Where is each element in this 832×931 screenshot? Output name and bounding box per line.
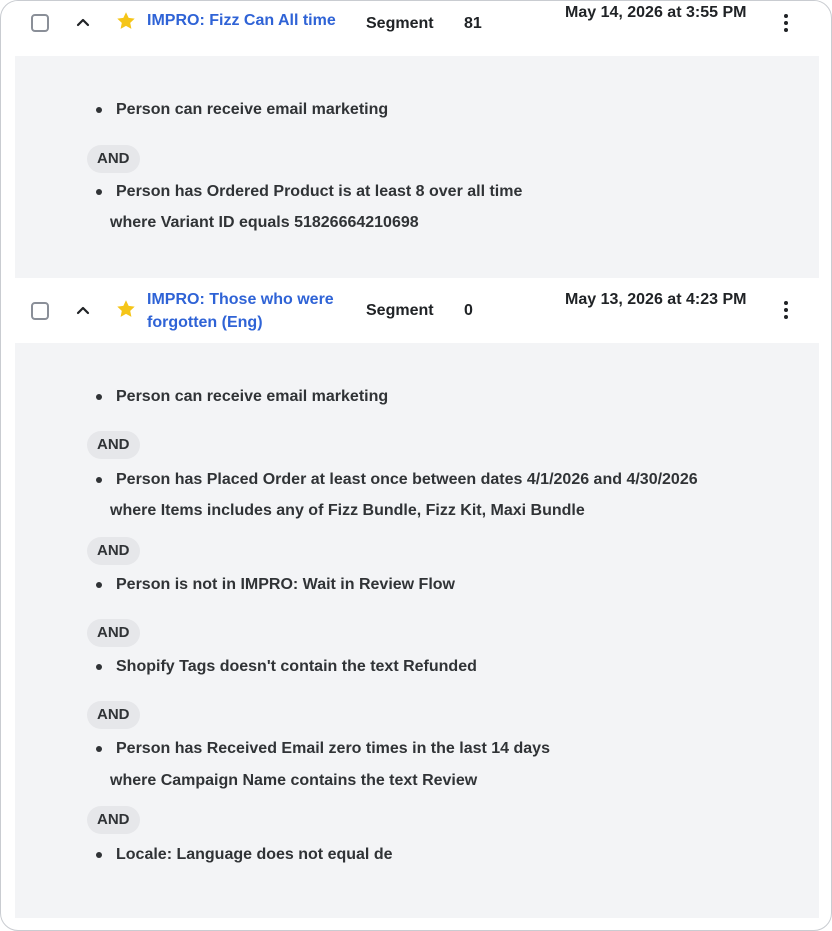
segment-type: Segment: [366, 15, 434, 32]
segment-row[interactable]: [15, 1, 819, 56]
condition-bullet: [96, 852, 102, 858]
condition-bullet: [96, 477, 102, 483]
and-operator: AND: [87, 145, 140, 173]
segment-count: 81: [464, 15, 482, 32]
row-checkbox[interactable]: [31, 14, 49, 32]
chevron-up-icon[interactable]: [73, 12, 93, 32]
segment-name-link[interactable]: IMPRO: Those who were forgotten (Eng): [147, 291, 334, 331]
condition-text: Person can receive email marketing: [116, 101, 389, 118]
star-icon[interactable]: [115, 10, 137, 32]
and-operator: AND: [87, 806, 140, 834]
condition-bullet: [96, 394, 102, 400]
condition-bullet: [96, 107, 102, 113]
segment-row[interactable]: [15, 278, 819, 343]
condition-text: Shopify Tags doesn't contain the text Refunded: [116, 658, 477, 675]
and-operator: AND: [87, 537, 140, 565]
row-checkbox[interactable]: [31, 302, 49, 320]
condition-subtext: where Campaign Name contains the text Review: [110, 772, 478, 789]
segment-definition-panel: [15, 343, 819, 918]
segment-definition-panel: [15, 56, 819, 278]
condition-text: Person has Placed Order at least once between dates 4/1/2026 and 4/30/2026: [116, 471, 698, 488]
condition-bullet: [96, 746, 102, 752]
chevron-up-icon[interactable]: [73, 300, 93, 320]
condition-text: Person is not in IMPRO: Wait in Review Flow: [116, 576, 455, 593]
condition-subtext: where Variant ID equals 51826664210698: [110, 214, 419, 231]
segment-name-link[interactable]: IMPRO: Fizz Can All time: [147, 12, 336, 29]
segment-type: Segment: [366, 302, 434, 319]
more-vertical-icon[interactable]: [775, 299, 797, 321]
segment-count: 0: [464, 302, 473, 319]
condition-bullet: [96, 189, 102, 195]
condition-text: Person has Ordered Product is at least 8 over all time: [116, 183, 523, 200]
condition-text: Person can receive email marketing: [116, 388, 389, 405]
segment-created-date: May 14, 2026 at 3:55 PM: [565, 4, 747, 21]
and-operator: AND: [87, 619, 140, 647]
and-operator: AND: [87, 431, 140, 459]
more-vertical-icon[interactable]: [775, 12, 797, 34]
condition-text: Person has Received Email zero times in the last 14 days: [116, 740, 550, 757]
and-operator: AND: [87, 701, 140, 729]
segment-created-date: May 13, 2026 at 4:23 PM: [565, 291, 747, 308]
condition-bullet: [96, 664, 102, 670]
condition-bullet: [96, 582, 102, 588]
star-icon[interactable]: [115, 298, 137, 320]
condition-text: Locale: Language does not equal de: [116, 846, 393, 863]
condition-subtext: where Items includes any of Fizz Bundle, Fizz Kit, Maxi Bundle: [110, 502, 585, 519]
